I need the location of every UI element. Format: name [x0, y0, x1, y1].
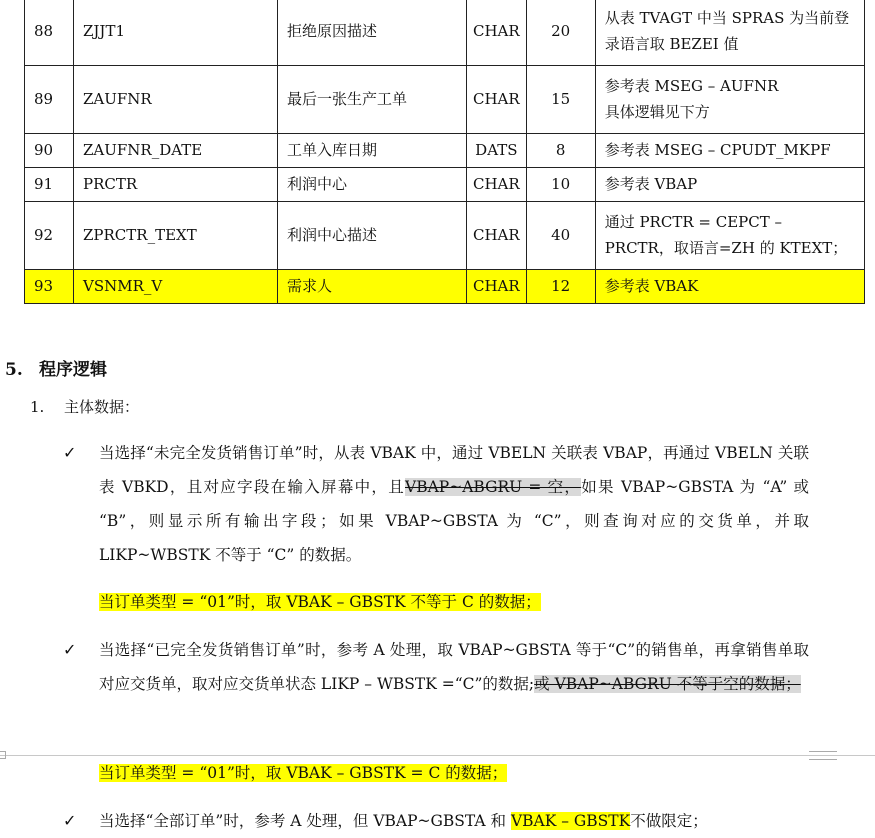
checkmark-icon: ✓: [63, 811, 77, 830]
page-corner-marker: [0, 751, 6, 759]
field-name: PRCTR: [74, 168, 278, 202]
field-description: 利润中心: [278, 168, 467, 202]
bullet-all-orders: [63, 804, 809, 838]
data-type: CHAR: [467, 66, 527, 134]
checkmark-icon: ✓: [63, 640, 77, 659]
row-number: 92: [25, 202, 74, 270]
field-description: 工单入库日期: [278, 134, 467, 168]
order-type-note: [99, 760, 507, 786]
field-note: 参考表 VBAP: [595, 168, 864, 202]
checkmark-icon: ✓: [63, 443, 77, 462]
field-name: ZJJT1: [74, 0, 278, 66]
field-spec-table: [24, 0, 865, 304]
field-note: [595, 66, 864, 134]
field-length: 12: [526, 270, 595, 304]
data-type: CHAR: [467, 202, 527, 270]
section-title: 程序逻辑: [39, 360, 107, 380]
field-description: 拒绝原因描述: [278, 0, 467, 66]
bullet-unfinished-orders: [63, 436, 809, 572]
subsection-heading: [30, 396, 139, 417]
field-note: 参考表 VBAK: [595, 270, 864, 304]
field-note-line: 参考表 MSEG – AUFNR: [604, 76, 779, 95]
field-length: 10: [526, 168, 595, 202]
table-row: [25, 66, 865, 134]
table-row: [25, 0, 865, 66]
row-number: 90: [25, 134, 74, 168]
data-type: DATS: [467, 134, 527, 168]
subsection-title: 主体数据：: [64, 398, 140, 416]
highlighted-text: VBAK – GBSTK: [510, 812, 631, 830]
row-number: 89: [25, 66, 74, 134]
field-note-line: 具体逻辑见下方: [604, 102, 710, 121]
data-type: CHAR: [467, 270, 527, 304]
bullet-text: 不做限定；: [630, 812, 708, 830]
table-row: [25, 168, 865, 202]
deleted-text: 或 VBAP~ABGRU 不等于空的数据；: [534, 675, 801, 693]
bullet-text: 如果 VBAP~GBSTA 为 “A” 或 “B”，则显示所有输出字段；如果 VBAP~GBSTA 为 “C”，则查询对应的交货单，并取 LIKP~WBSTK 不等于 “C” 的数据。: [99, 478, 809, 564]
section-number: 5.: [5, 360, 23, 380]
row-number: 91: [25, 168, 74, 202]
field-length: 8: [526, 134, 595, 168]
deleted-text: VBAP~ABGRU = 空，: [405, 478, 582, 496]
field-length: 15: [526, 66, 595, 134]
field-name: ZPRCTR_TEXT: [74, 202, 278, 270]
field-length: 20: [526, 0, 595, 66]
field-note: 通过 PRCTR = CEPCT – PRCTR，取语言=ZH 的 KTEXT；: [595, 202, 864, 270]
field-description: 需求人: [278, 270, 467, 304]
table-row: [25, 202, 865, 270]
field-description: 利润中心描述: [278, 202, 467, 270]
field-note: 参考表 MSEG – CPUDT_MKPF: [595, 134, 864, 168]
subsection-number: 1.: [30, 398, 45, 416]
field-description: 最后一张生产工单: [278, 66, 467, 134]
row-number: 93: [25, 270, 74, 304]
page-corner-marker: [809, 751, 837, 760]
row-number: 88: [25, 0, 74, 66]
field-note: 从表 TVAGT 中当 SPRAS 为当前登录语言取 BEZEI 值: [595, 0, 864, 66]
bullet-finished-orders: [63, 633, 809, 701]
section-heading: [5, 355, 107, 380]
field-name: ZAUFNR_DATE: [74, 134, 278, 168]
bullet-text: 当选择“未完全发货销售订单”时，从表 VBAK 中，通过 VBELN 关联表 VBAP，再通过 VBELN 关联表 VBKD，且对应字段在输入屏幕中，且: [99, 444, 809, 496]
field-name: ZAUFNR: [74, 66, 278, 134]
bullet-text: 当选择“全部订单”时，参考 A 处理，但 VBAP~GBSTA 和: [99, 812, 511, 830]
highlighted-note: 当订单类型 = “01”时，取 VBAK – GBSTK = C 的数据；: [99, 764, 508, 782]
highlighted-note: 当订单类型 = “01”时，取 VBAK – GBSTK 不等于 C 的数据；: [99, 593, 541, 611]
field-name: VSNMR_V: [74, 270, 278, 304]
data-type: CHAR: [467, 0, 527, 66]
table-row-highlighted: [25, 270, 865, 304]
order-type-note: [99, 589, 541, 615]
table-row: [25, 134, 865, 168]
field-length: 40: [526, 202, 595, 270]
page-break-line: [0, 755, 875, 756]
bullet-text: 当选择“已完全发货销售订单”时，参考 A 处理，取 VBAP~GBSTA 等于“C”的销售单，再拿销售单取对应交货单，取对应交货单状态 LIKP – WBSTK =“C”的数据;: [99, 641, 809, 693]
data-type: CHAR: [467, 168, 527, 202]
